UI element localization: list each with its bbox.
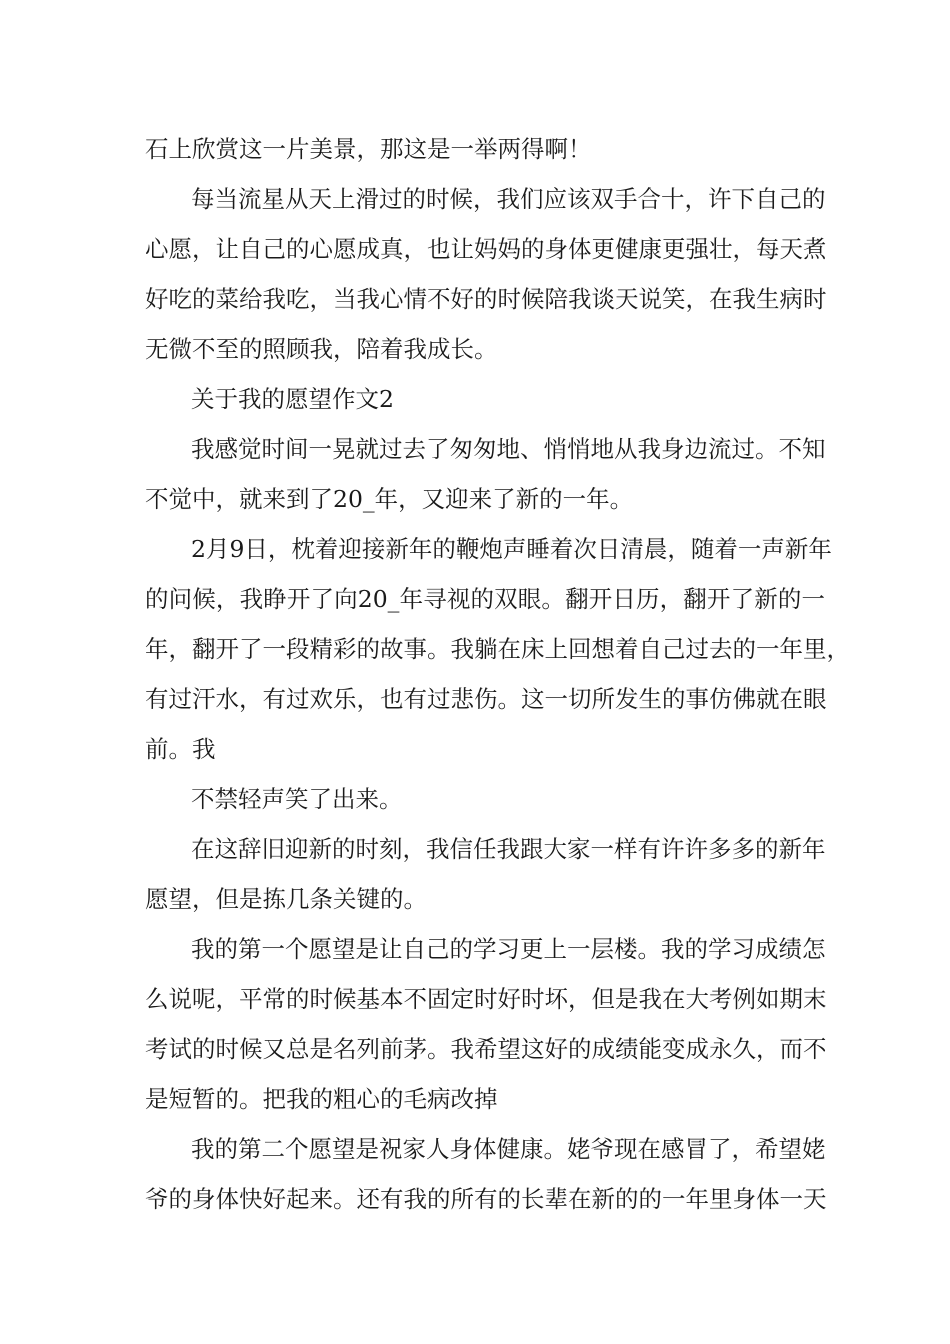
- text-line: 在这辞旧迎新的时刻，我信任我跟大家一样有许许多多的新年: [191, 835, 826, 863]
- text-line: 愿望，但是拣几条关键的。: [145, 885, 427, 913]
- text-line: 好吃的菜给我吃，当我心情不好的时候陪我谈天说笑，在我生病时: [145, 285, 827, 313]
- text-line: 我感觉时间一晃就过去了匆匆地、悄悄地从我身边流过。不知: [191, 435, 826, 463]
- text-line: 每当流星从天上滑过的时候，我们应该双手合十，许下自己的: [191, 185, 826, 213]
- text-line: 前。我: [145, 735, 216, 763]
- text-line: 是短暂的。把我的粗心的毛病改掉: [145, 1085, 498, 1113]
- text-line: 不禁轻声笑了出来。: [191, 785, 403, 813]
- text-line: 2月9日，枕着迎接新年的鞭炮声睡着次日清晨，随着一声新年: [191, 535, 832, 563]
- text-line: 有过汗水，有过欢乐，也有过悲伤。这一切所发生的事仿佛就在眼: [145, 685, 827, 713]
- text-line: 无微不至的照顾我，陪着我成长。: [145, 335, 498, 363]
- text-line: 不觉中，就来到了20_年，又迎来了新的一年。: [145, 485, 634, 513]
- section-heading: 关于我的愿望作文2: [191, 385, 394, 413]
- text-line: 年，翻开了一段精彩的故事。我躺在床上回想着自己过去的一年里，: [145, 635, 850, 663]
- text-line: 的问候，我睁开了向20_年寻视的双眼。翻开日历，翻开了新的一: [145, 585, 825, 613]
- document-body: [145, 124, 850, 1224]
- text-line: 么说呢，平常的时候基本不固定时好时坏，但是我在大考例如期末: [145, 985, 827, 1013]
- text-line: 石上欣赏这一片美景，那这是一举两得啊！: [145, 135, 592, 163]
- text-line: 我的第一个愿望是让自己的学习更上一层楼。我的学习成绩怎: [191, 935, 826, 963]
- text-line: 我的第二个愿望是祝家人身体健康。姥爷现在感冒了，希望姥: [191, 1135, 826, 1163]
- text-line: 考试的时候又总是名列前茅。我希望这好的成绩能变成永久，而不: [145, 1035, 827, 1063]
- text-line: 爷的身体快好起来。还有我的所有的长辈在新的的一年里身体一天: [145, 1185, 827, 1213]
- text-line: 心愿，让自己的心愿成真，也让妈妈的身体更健康更强壮，每天煮: [145, 235, 827, 263]
